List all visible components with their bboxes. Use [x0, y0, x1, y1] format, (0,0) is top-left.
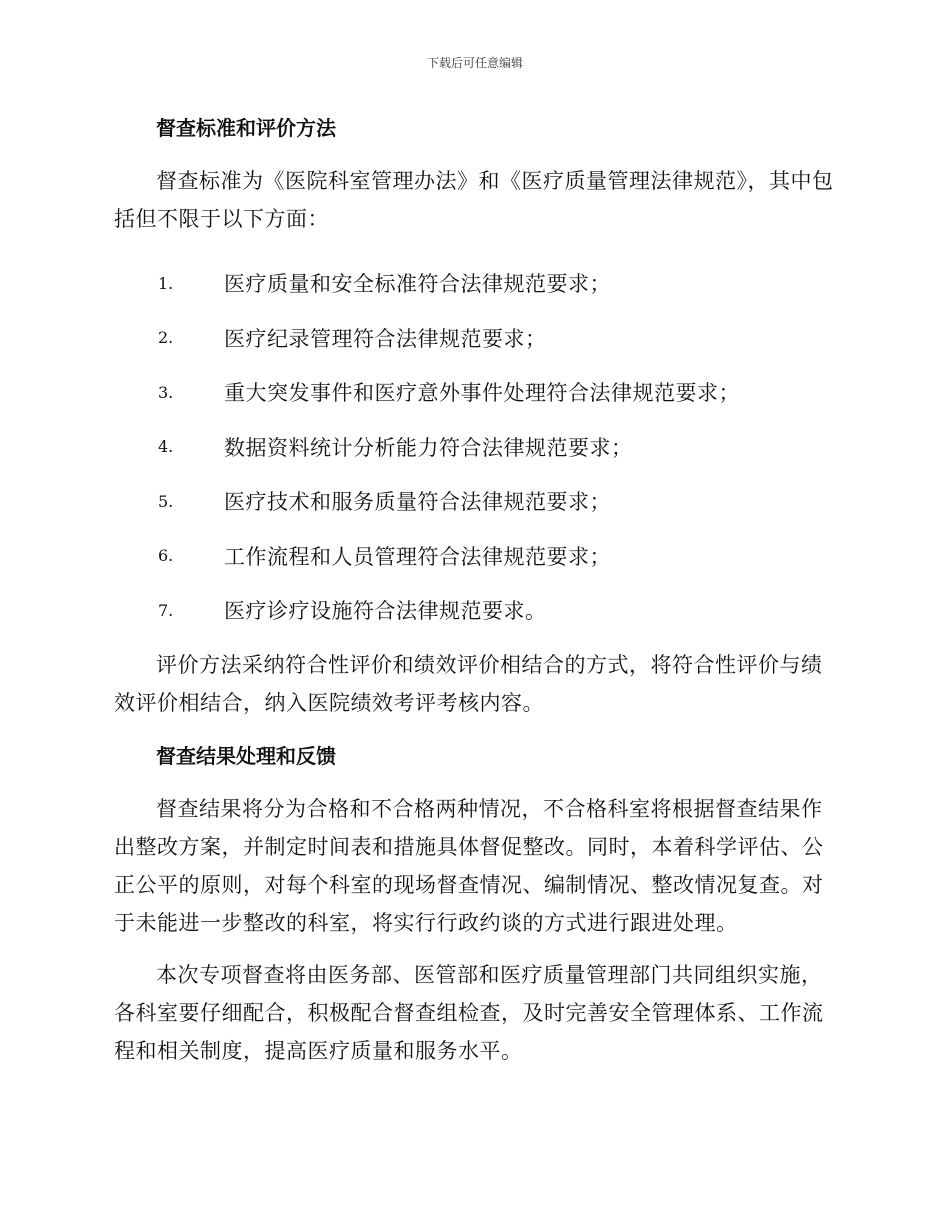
list-item: [114, 256, 834, 311]
list-item: [114, 311, 834, 366]
list-item-text: 医疗质量和安全标准符合法律规范要求；: [224, 272, 611, 297]
list-item: [114, 583, 834, 638]
document-body: [114, 108, 834, 1070]
list-item-number: 6.: [158, 546, 174, 566]
list-item-number: 4.: [158, 437, 174, 457]
section-heading-standards: 督查标准和评价方法: [156, 116, 336, 140]
list-item-number: 1.: [158, 273, 174, 293]
list-item-text: 数据资料统计分析能力符合法律规范要求；: [224, 435, 633, 460]
list-item-number: 3.: [158, 382, 174, 402]
list-item-text: 重大突发事件和医疗意外事件处理符合法律规范要求；: [224, 381, 740, 406]
list-item: [114, 420, 834, 475]
list-item: [114, 365, 834, 420]
evaluation-method-paragraph: 评价方法采纳符合性评价和绩效评价相结合的方式，将符合性评价与绩效评价相结合，纳入医院绩效考评考核内容。: [114, 652, 823, 715]
implementation-paragraph: 本次专项督查将由医务部、医管部和医疗质量管理部门共同组织实施，各科室要仔细配合，积极配合督查组检查，及时完善安全管理体系、工作流程和相关制度，提高医疗质量和服务水平。: [114, 962, 824, 1063]
list-item-number: 2.: [158, 328, 174, 348]
list-item-number: 7.: [158, 600, 174, 620]
list-item-text: 工作流程和人员管理符合法律规范要求；: [224, 544, 611, 569]
list-item-text: 医疗纪录管理符合法律规范要求；: [224, 326, 547, 351]
section-heading-results: 督查结果处理和反馈: [156, 743, 336, 768]
list-item-text: 医疗技术和服务质量符合法律规范要求；: [224, 490, 611, 515]
results-paragraph: 督查结果将分为合格和不合格两种情况，不合格科室将根据督查结果作出整改方案，并制定时间表和措施具体督促整改。同时，本着科学评估、公正公平的原则，对每个科室的现场督查情况、编制情况、整改情况复查。对于未能进一步整改的科室，将实行行政约谈的方式进行跟进处理。: [114, 796, 824, 935]
list-item: [114, 529, 834, 584]
list-item-number: 5.: [158, 491, 174, 511]
standards-intro-paragraph: 督查标准为《医院科室管理办法》和《医疗质量管理法律规范》，其中包括但不限于以下方面：: [114, 169, 834, 231]
list-item-text: 医疗诊疗设施符合法律规范要求。: [224, 599, 547, 624]
list-item: [114, 474, 834, 529]
standards-list: [114, 256, 834, 638]
page-header: 下载后可任意编辑: [426, 56, 523, 70]
